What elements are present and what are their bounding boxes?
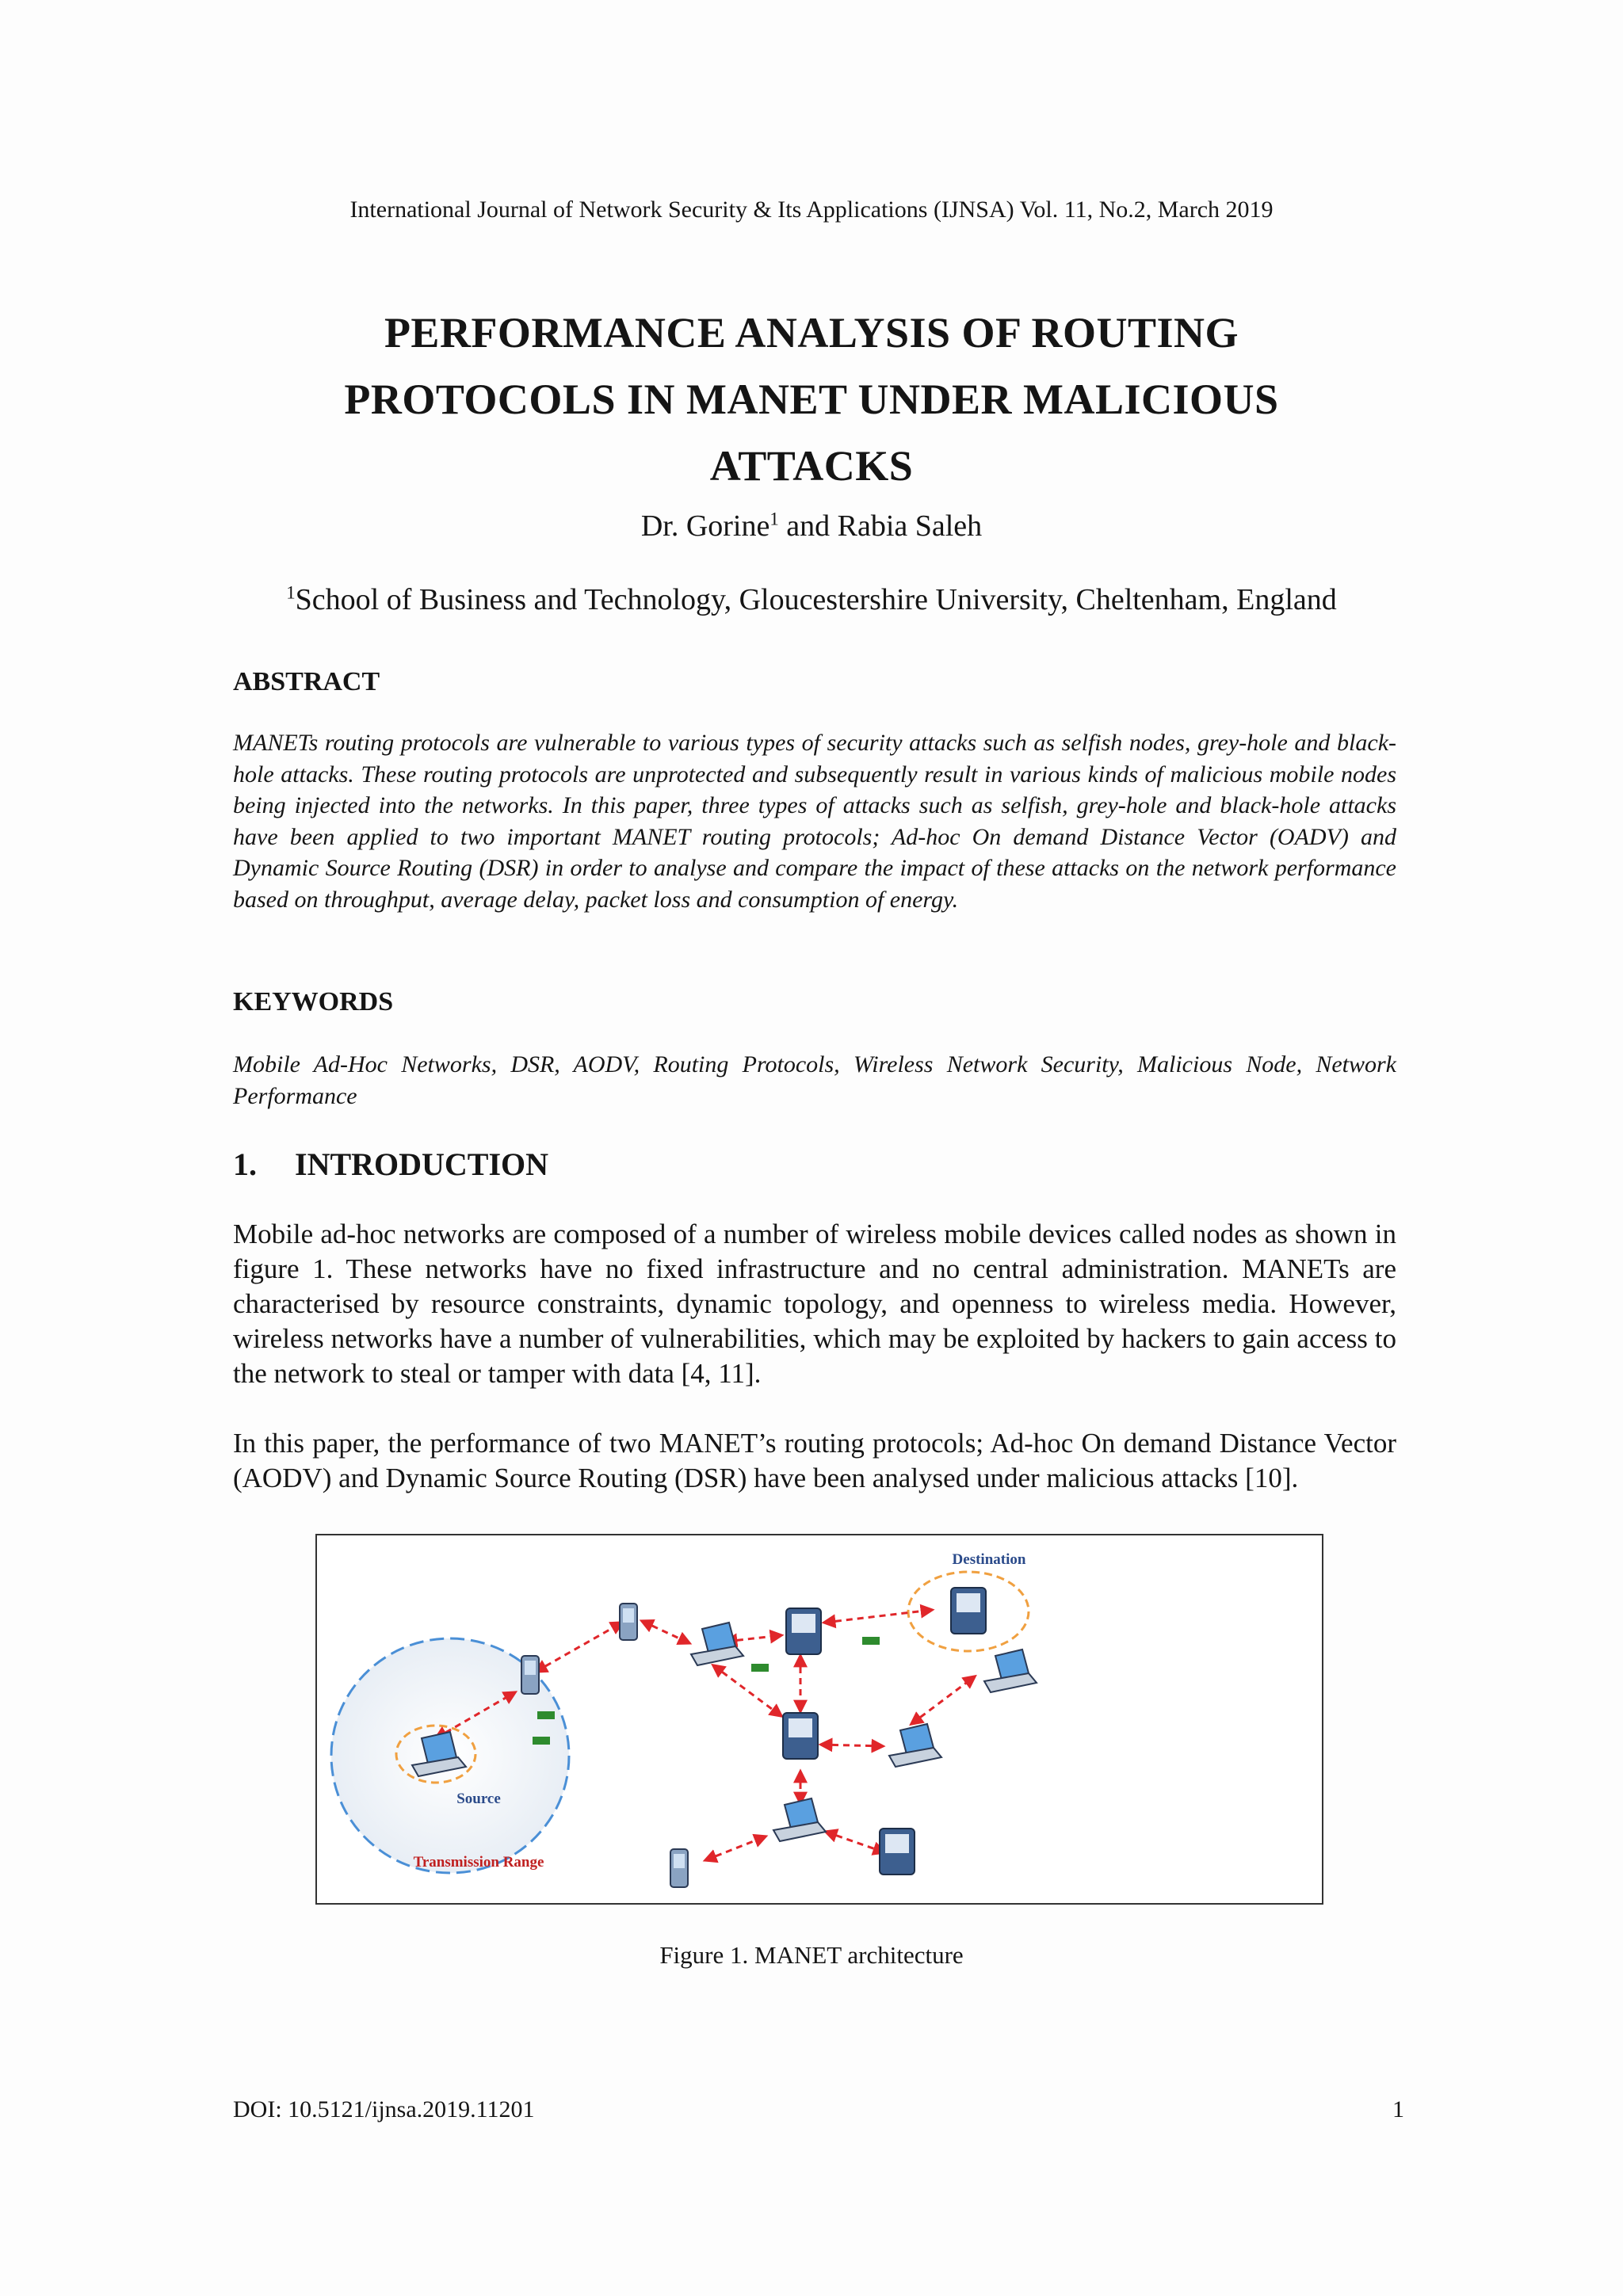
destination-node bbox=[951, 1588, 986, 1634]
keywords-text: Mobile Ad-Hoc Networks, DSR, AODV, Routing Protocols, Wireless Network Security, Malicious Node, Network Performance bbox=[233, 1051, 1396, 1109]
source-label: Source bbox=[456, 1791, 501, 1807]
author-line bbox=[0, 509, 1623, 543]
affiliation-text: School of Business and Technology, Gloucestershire University, Cheltenham, England bbox=[295, 583, 1337, 616]
abstract-text: MANETs routing protocols are vulnerable to various types of security attacks such as selfish nodes, grey-hole and black-hole attacks. These routing protocols are unprotected and subsequently result in various kinds of malicious mobile nodes being injected into the networks. In this paper, three types of attacks such as selfish, grey-hole and black-hole attacks have been applied to two important MANET routing protocols; Ad-hoc On demand Distance Vector (OADV) and Dynamic Source Routing (DSR) in order to analyse and compare the impact of these attacks on the network performance based on throughput, average delay, packet loss and consumption of energy. bbox=[233, 730, 1396, 913]
link-pda-destination bbox=[824, 1610, 932, 1623]
pda-node bbox=[786, 1608, 821, 1654]
link-laptop2-pda bbox=[826, 1832, 884, 1852]
link-laptop-laptop bbox=[911, 1676, 975, 1724]
abstract-heading: ABSTRACT bbox=[233, 667, 380, 696]
packet bbox=[533, 1737, 550, 1745]
link-phone-laptop bbox=[642, 1621, 689, 1643]
section-number: 1. bbox=[233, 1146, 257, 1182]
author-1: Dr. Gorine bbox=[640, 509, 770, 543]
link-phone-phone bbox=[536, 1623, 622, 1672]
phone-node bbox=[521, 1656, 539, 1694]
paper-title bbox=[178, 299, 1445, 499]
phone-node bbox=[670, 1849, 688, 1887]
doi: DOI: 10.5121/ijnsa.2019.11201 bbox=[233, 2096, 535, 2122]
laptop-node bbox=[691, 1623, 743, 1665]
link-phone-laptop2 bbox=[705, 1836, 766, 1860]
link-center-laptop bbox=[821, 1745, 883, 1746]
intro-paragraph-1: Mobile ad-hoc networks are composed of a number of wireless mobile devices called nodes as shown in figure 1. These networks have no fixed infrastructure and no central administration. MANETs are characterised by resource constraints, dynamic topology, and openness to wireless media. However, wireless networks have a number of vulnerabilities, which may be exploited by hackers to gain access to the network to steal or tamper with data [4, 11]. bbox=[233, 1219, 1396, 1389]
journal-header: International Journal of Network Security & Its Applications (IJNSA) Vol. 11, No.2, March 2019 bbox=[349, 196, 1274, 223]
keywords-heading: KEYWORDS bbox=[233, 987, 394, 1016]
title-line-1: PERFORMANCE ANALYSIS OF ROUTING bbox=[384, 309, 1239, 357]
author-1-affil-mark: 1 bbox=[769, 509, 779, 529]
affiliation bbox=[0, 582, 1623, 617]
packet bbox=[751, 1664, 769, 1672]
pda-node bbox=[783, 1713, 818, 1759]
destination-label: Destination bbox=[952, 1551, 1026, 1568]
introduction-heading bbox=[233, 1146, 548, 1183]
intro-paragraph-2: In this paper, the performance of two MANET’s routing protocols; Ad-hoc On demand Distance Vector (AODV) and Dynamic Source Routing (DSR) have been analysed under malicious attacks [10]. bbox=[233, 1428, 1396, 1493]
packet bbox=[862, 1637, 880, 1645]
laptop-node bbox=[984, 1650, 1037, 1692]
manet-diagram bbox=[317, 1535, 1322, 1903]
manet-figure bbox=[315, 1534, 1323, 1905]
title-line-3: ATTACKS bbox=[709, 442, 914, 490]
title-line-2: PROTOCOLS IN MANET UNDER MALICIOUS bbox=[344, 376, 1279, 423]
phone-node bbox=[620, 1604, 637, 1640]
section-title: INTRODUCTION bbox=[295, 1146, 549, 1182]
pda-node bbox=[880, 1829, 915, 1875]
author-rest: and Rabia Saleh bbox=[778, 509, 983, 543]
affiliation-mark: 1 bbox=[286, 582, 296, 603]
link-laptop-center bbox=[713, 1665, 781, 1716]
packet bbox=[537, 1711, 555, 1719]
transmission-range-label: Transmission Range bbox=[413, 1854, 544, 1871]
laptop-node bbox=[889, 1724, 941, 1767]
laptop-node bbox=[773, 1798, 826, 1841]
page-number: 1 bbox=[1392, 2096, 1404, 2122]
figure-caption: Figure 1. MANET architecture bbox=[659, 1941, 964, 1969]
